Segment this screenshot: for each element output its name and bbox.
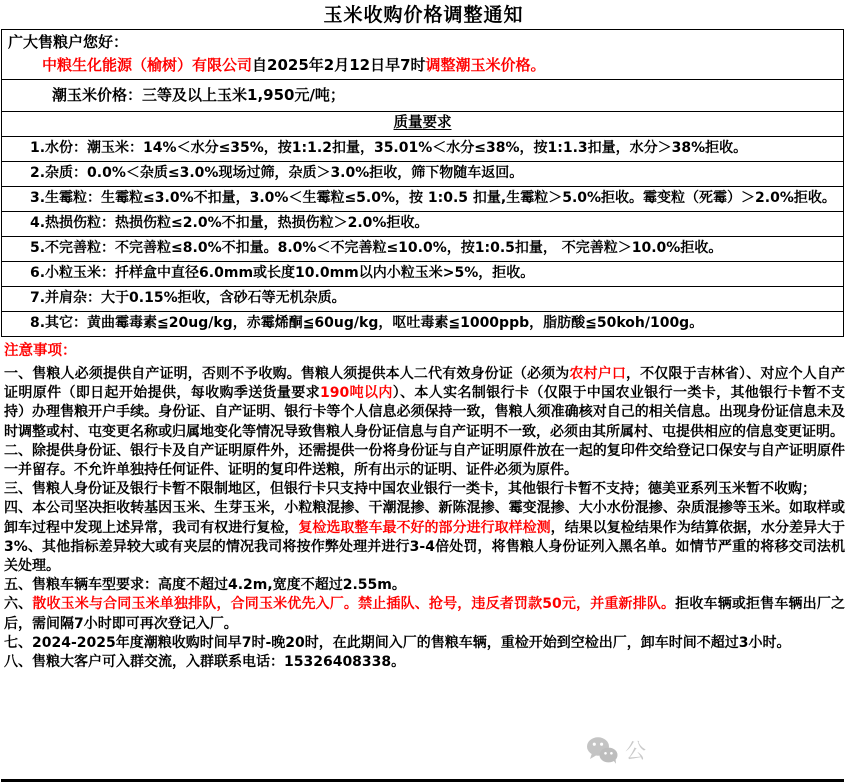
note-text: 一、售粮人必须提供自产证明，否则不予收购。售粮人须提供本人二代有效身份证（必须为 xyxy=(4,366,570,382)
note-text: 五、售粮车辆车型要求：高度不超过4.2m,宽度不超过2.55m。 xyxy=(4,577,406,594)
note-4 xyxy=(4,499,845,576)
note-3 xyxy=(4,480,845,499)
highlighted-text: 190吨以内 xyxy=(320,385,393,402)
note-2 xyxy=(4,442,845,480)
note-text: 七、2024-2025年度潮粮收购时间早7时-晚20时，在此期间入厂的售粮车辆，重检开始到空检出厂，卸车时间不超过3小时。 xyxy=(4,634,791,651)
table-row-quality-item xyxy=(2,312,844,337)
wechat-icon xyxy=(586,736,620,764)
announcement-line xyxy=(8,55,837,76)
table-row-quality-item xyxy=(2,212,844,237)
note-1 xyxy=(4,365,845,442)
adjustment-text: 调整潮玉米价格。 xyxy=(425,56,546,74)
greeting-cell xyxy=(2,30,844,80)
notes-title: 注意事项： xyxy=(4,343,77,359)
table-row-quality-item xyxy=(2,287,844,312)
page-title: 玉米收购价格调整通知 xyxy=(323,4,524,26)
quality-item-2: 2.杂质：0.0%＜杂质≤3.0%现场过筛，杂质＞3.0%拒收，筛下物随车返回。 xyxy=(30,165,524,181)
note-text: 六、 xyxy=(4,596,33,613)
note-7 xyxy=(4,634,845,653)
quality-item-cell-2 xyxy=(2,162,844,187)
note-text: 二、除提供身份证、银行卡及自产证明原件外，还需提供一份将身份证与自产证明原件放在一起的复印件交给登记口保安与自产证明原件一并留存。不允许单独持任何证件、证明的复印件送粮，所有出示的证明、证件必须为原件。 xyxy=(4,442,845,479)
wechat-watermark xyxy=(586,735,651,765)
notice-table xyxy=(1,29,844,337)
note-text: ，结果以复检结果作为结算依据，水分差异大于3%、其他指标差异较大或有夹层的情况我司将按作弊处理并进行3-4倍处罚，将售粮人身份证列入黑名单。如情节严重的将移交司法机关处理。 xyxy=(4,519,846,575)
quality-item-5: 5.不完善粒：不完善粒≤8.0%不扣量。8.0%＜不完善粒≤10.0%，按1:0.5扣量， 不完善粒＞10.0%拒收。 xyxy=(30,240,723,256)
quality-item-8: 8.其它：黄曲霉毒素≦20ug/kg，赤霉烯酮≦60ug/kg，呕吐毒素≦1000ppb，脂肪酸≦50koh/100g。 xyxy=(30,315,704,331)
note-text: 三、售粮人身份证及银行卡暂不限制地区，但银行卡只支持中国农业银行一类卡，其他银行卡暂不支持；德美亚系列玉米暂不收购； xyxy=(4,481,816,498)
table-row-quality-header xyxy=(2,112,844,137)
table-row-quality-item xyxy=(2,237,844,262)
table-row-quality-item xyxy=(2,262,844,287)
highlighted-text: 农村户口 xyxy=(569,366,626,382)
note-8 xyxy=(4,653,845,672)
quality-header-cell xyxy=(2,112,844,137)
note-6 xyxy=(4,595,845,633)
quality-item-cell-5 xyxy=(2,237,844,262)
table-row-quality-item xyxy=(2,137,844,162)
quality-item-cell-8 xyxy=(2,312,844,337)
company-name: 中粮生化能源（榆树）有限公司 xyxy=(42,56,253,74)
note-text: 四、本公司坚决拒收转基因玉米、生芽玉米，小粒粮混掺、干潮混掺、新陈混掺、霉变混掺、大小水份混掺、杂质混掺等玉米。如取样或卸车过程中发现上述异常，我司有权进行复检， xyxy=(4,500,845,536)
quality-item-cell-3 xyxy=(2,187,844,212)
table-row-price xyxy=(2,80,844,112)
table-row-quality-item xyxy=(2,187,844,212)
quality-item-cell-1 xyxy=(2,137,844,162)
note-text: ）、本人实名制银行卡（仅限于中国农业银行一类卡，其他银行卡暂不支持）办理售粮开户手续。身份证、自产证明、银行卡等个人信息必须保持一致，售粮人须准确核对自己的相关信息。出现身份证信息未及时调整或村、屯变更名称或归属地变化等情况导致售粮人身份证信息与自产证明不一致，必须由其所属村、屯提供相应的信息变更证明。 xyxy=(4,385,845,440)
quality-item-cell-4 xyxy=(2,212,844,237)
note-5 xyxy=(4,576,845,595)
quality-item-7: 7.并肩杂：大于0.15%拒收，含砂石等无机杂质。 xyxy=(30,290,346,306)
quality-item-3: 3.生霉粒：生霉粒≤3.0%不扣量，3.0%＜生霉粒≤5.0%，按 1:0.5 扣量,生霉粒＞5.0%拒收。霉变粒（死霉）＞2.0%拒收。 xyxy=(30,190,836,206)
highlighted-text: 散收玉米与合同玉米单独排队，合同玉米优先入厂。禁止插队、抢号，违反者罚款50元，并重新排队。 xyxy=(32,596,676,613)
table-row-quality-item xyxy=(2,162,844,187)
quality-item-1: 1.水份：潮玉米：14%＜水分≤35%，按1:1.2扣量，35.01%＜水分≤38%，按1:1.3扣量，水分＞38%拒收。 xyxy=(30,140,748,156)
effective-datetime: 自2025年2月12日早7时 xyxy=(252,56,426,74)
watermark-label: 公 xyxy=(625,739,646,763)
quality-item-6: 6.小粒玉米：扦样盒中直径6.0mm或长度10.0mm以内小粒玉米>5%，拒收。 xyxy=(30,265,535,281)
quality-item-4: 4.热损伤粒：热损伤粒≤2.0%不扣量，热损伤粒＞2.0%拒收。 xyxy=(30,215,429,231)
highlighted-text: 复检选取整车最不好的部分进行取样检测 xyxy=(298,519,551,536)
note-text: 拒收车辆或拒售车辆出厂之后，需间隔7小时即可再次登记入厂。 xyxy=(4,596,846,632)
note-text: 八、售粮大客户可入群交流，入群联系电话：15326408338。 xyxy=(4,654,406,671)
price-text: 潮玉米价格：三等及以上玉米1,950元/吨； xyxy=(52,86,345,104)
note-text: ，不仅限于吉林省）、对应个人自产证明原件（即日起开始提供，每收购季送货量要求 xyxy=(4,366,846,402)
table-row-greeting xyxy=(2,30,844,80)
notes-section xyxy=(0,337,847,672)
bottom-divider xyxy=(1,779,844,782)
quality-header-text xyxy=(8,114,837,133)
notes-list xyxy=(4,365,845,672)
greeting-text: 广大售粮户您好： xyxy=(8,33,129,51)
quality-header-label: 质量要求 xyxy=(393,115,452,131)
quality-item-cell-6 xyxy=(2,262,844,287)
price-cell xyxy=(2,80,844,112)
quality-item-cell-7 xyxy=(2,287,844,312)
